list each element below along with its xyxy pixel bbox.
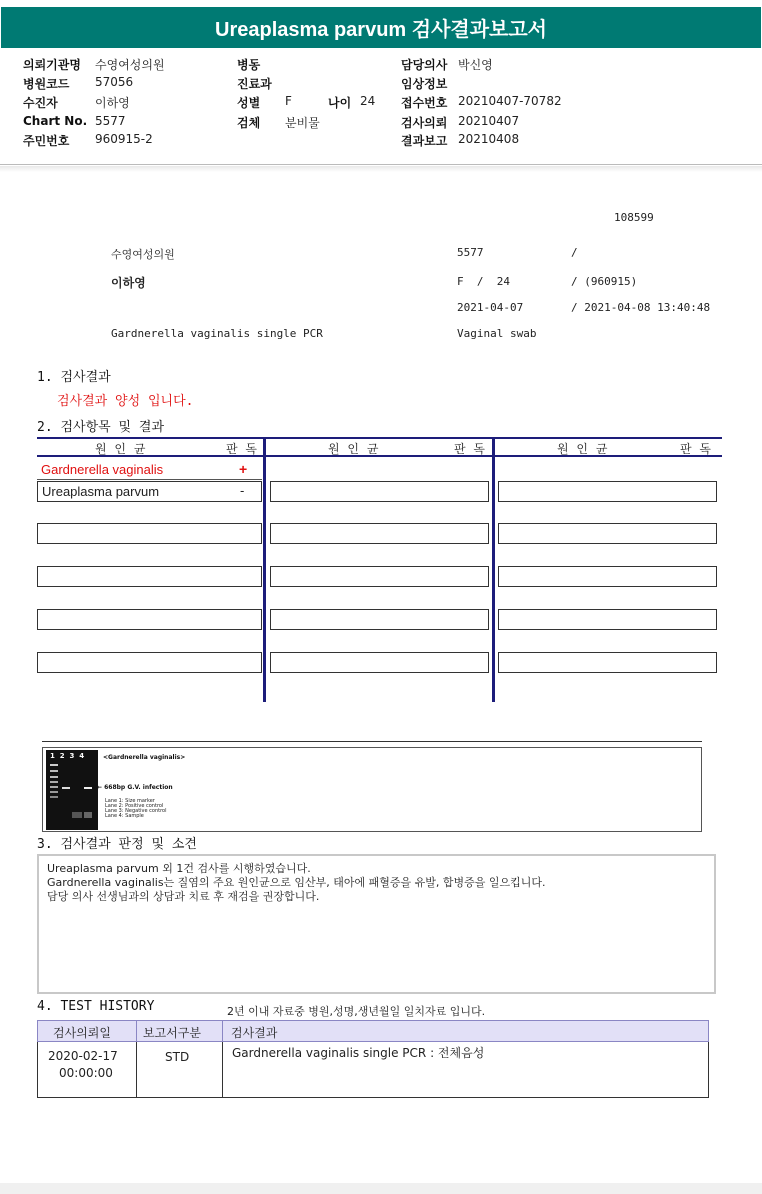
opinion-line: Ureaplasma parvum 외 1건 검사를 시행하였습니다. — [47, 862, 311, 875]
table-cell — [498, 652, 717, 673]
pathogen-result: - — [240, 483, 245, 498]
table-divider-1 — [263, 437, 266, 702]
doctor-label: 담당의사 — [401, 58, 448, 72]
report-title: Ureaplasma parvum 검사결과보고서 — [1, 7, 761, 48]
age-label: 나이 — [328, 96, 352, 110]
section2-title: 2. 검사항목 및 결과 — [37, 420, 165, 435]
table-cell — [37, 609, 262, 630]
hospital-code-label: 병원코드 — [23, 77, 70, 91]
report-date-label: 결과보고 — [401, 134, 448, 148]
positive-result-text: 검사결과 양성 입니다. — [57, 394, 194, 409]
opinion-box — [37, 854, 716, 994]
section4-title: 4. TEST HISTORY — [37, 999, 155, 1014]
age-value: 24 — [360, 94, 376, 108]
col1-judgement-header: 판 독 — [226, 442, 259, 456]
specimen-label: 검체 — [237, 116, 261, 130]
section3-title: 3. 검사결과 판정 및 소견 — [37, 837, 197, 852]
specimen-value: 분비물 — [285, 116, 320, 130]
hospital-name-value: 수영여성의원 — [95, 58, 165, 72]
reception-no-value: 20210407-70782 — [458, 94, 562, 108]
gel-band-label: ← 668bp G.V. infection — [97, 784, 173, 791]
sex-value: F — [285, 94, 292, 108]
history-type: STD — [165, 1050, 190, 1064]
pathogen-name: Gardnerella vaginalis — [41, 462, 164, 477]
chart-no-value: 5577 — [95, 114, 126, 128]
gel-electrophoresis-image — [46, 750, 98, 830]
summary-birth: / (960915) — [571, 275, 638, 288]
history-col-type: 보고서구분 — [143, 1026, 201, 1040]
request-date-value: 20210407 — [458, 114, 520, 128]
summary-test-name: Gardnerella vaginalis single PCR — [111, 327, 323, 340]
gel-legend-line: Lane 4: Sample — [105, 813, 144, 819]
resident-no-label: 주민번호 — [23, 134, 70, 148]
gel-top-rule — [42, 741, 702, 742]
table-cell — [37, 523, 262, 544]
history-header-divider — [222, 1021, 223, 1041]
history-row-divider — [222, 1042, 223, 1098]
gel-legend — [105, 799, 167, 819]
hospital-name-label: 의뢰기관명 — [23, 58, 81, 72]
col2-pathogen-header: 원 인 균 — [328, 442, 381, 456]
history-table-header — [37, 1020, 709, 1042]
gel-bands-graphic — [46, 750, 98, 830]
summary-patient: 이하영 — [111, 276, 146, 290]
col3-pathogen-header: 원 인 균 — [557, 442, 610, 456]
chart-no-label: Chart No. — [23, 114, 88, 128]
doctor-value: 박신영 — [458, 58, 493, 72]
history-row-divider — [136, 1042, 137, 1098]
request-date-label: 검사의뢰 — [401, 116, 448, 130]
table-divider-2 — [492, 437, 495, 702]
summary-specimen: Vaginal swab — [457, 327, 537, 340]
pathogen-name: Ureaplasma parvum — [42, 484, 160, 499]
summary-sex-age: F / 24 — [457, 275, 510, 288]
opinion-line: Gardnerella vaginalis는 질염의 주요 원인균으로 임산부, 태아에 패혈증을 유발, 합병증을 일으킵니다. — [47, 876, 546, 889]
gel-legend-line: Lane 3: Negative control — [105, 808, 167, 814]
history-time: 00:00:00 — [59, 1066, 113, 1080]
header-shadow — [0, 166, 762, 172]
patient-label: 수진자 — [23, 96, 58, 110]
report-date-value: 20210408 — [458, 132, 520, 146]
history-header-divider — [136, 1021, 137, 1041]
section1-title: 1. 검사결과 — [37, 370, 111, 385]
table-cell — [498, 609, 717, 630]
clinical-info-label: 임상정보 — [401, 77, 448, 91]
page-footer-band — [0, 1183, 762, 1194]
table-cell — [270, 523, 489, 544]
summary-clinic: 수영여성의원 — [111, 248, 175, 261]
opinion-line: 담당 의사 선생님과의 상담과 치료 후 재검을 권장합니다. — [47, 890, 320, 903]
table-cell — [498, 566, 717, 587]
table-cell — [270, 566, 489, 587]
history-date: 2020-02-17 — [48, 1049, 118, 1063]
table-cell — [37, 652, 262, 673]
report-number: 108599 — [614, 211, 654, 224]
summary-report-date: / 2021-04-08 13:40:48 — [571, 301, 711, 314]
summary-chart: 5577 — [457, 246, 484, 259]
reception-no-label: 접수번호 — [401, 96, 448, 110]
table-cell — [270, 652, 489, 673]
col3-judgement-header: 판 독 — [680, 442, 713, 456]
col1-pathogen-header: 원 인 균 — [95, 442, 148, 456]
gel-lane-numbers: 1 2 3 4 — [50, 752, 85, 760]
history-result: Gardnerella vaginalis single PCR : 전체음성 — [232, 1046, 485, 1060]
table-cell — [37, 566, 262, 587]
sex-label: 성별 — [237, 96, 261, 110]
ward-label: 병동 — [237, 58, 261, 72]
gel-title: <Gardnerella vaginalis> — [103, 754, 186, 761]
table-cell — [270, 609, 489, 630]
history-table-row — [37, 1042, 709, 1098]
header-divider — [0, 164, 762, 165]
hospital-code-value: 57056 — [95, 75, 134, 89]
table-cell — [498, 481, 717, 502]
resident-no-value: 960915-2 — [95, 132, 153, 146]
gel-legend-line: Lane 2: Positive control — [105, 803, 164, 809]
patient-value: 이하영 — [95, 96, 130, 110]
department-label: 진료과 — [237, 77, 272, 91]
pathogen-result: + — [239, 461, 248, 477]
table-top-rule — [37, 437, 722, 439]
history-col-date: 검사의뢰일 — [53, 1026, 111, 1040]
summary-request-date: 2021-04-07 — [457, 301, 524, 314]
table-cell — [498, 523, 717, 544]
history-col-result: 검사결과 — [231, 1026, 278, 1040]
gel-legend-line: Lane 1: Size marker — [105, 798, 155, 804]
table-cell — [270, 481, 489, 502]
summary-chart-sep: / — [571, 246, 578, 259]
col2-judgement-header: 판 독 — [454, 442, 487, 456]
history-note: 2년 이내 자료중 병원,성명,생년월일 일치자료 입니다. — [227, 1005, 486, 1018]
